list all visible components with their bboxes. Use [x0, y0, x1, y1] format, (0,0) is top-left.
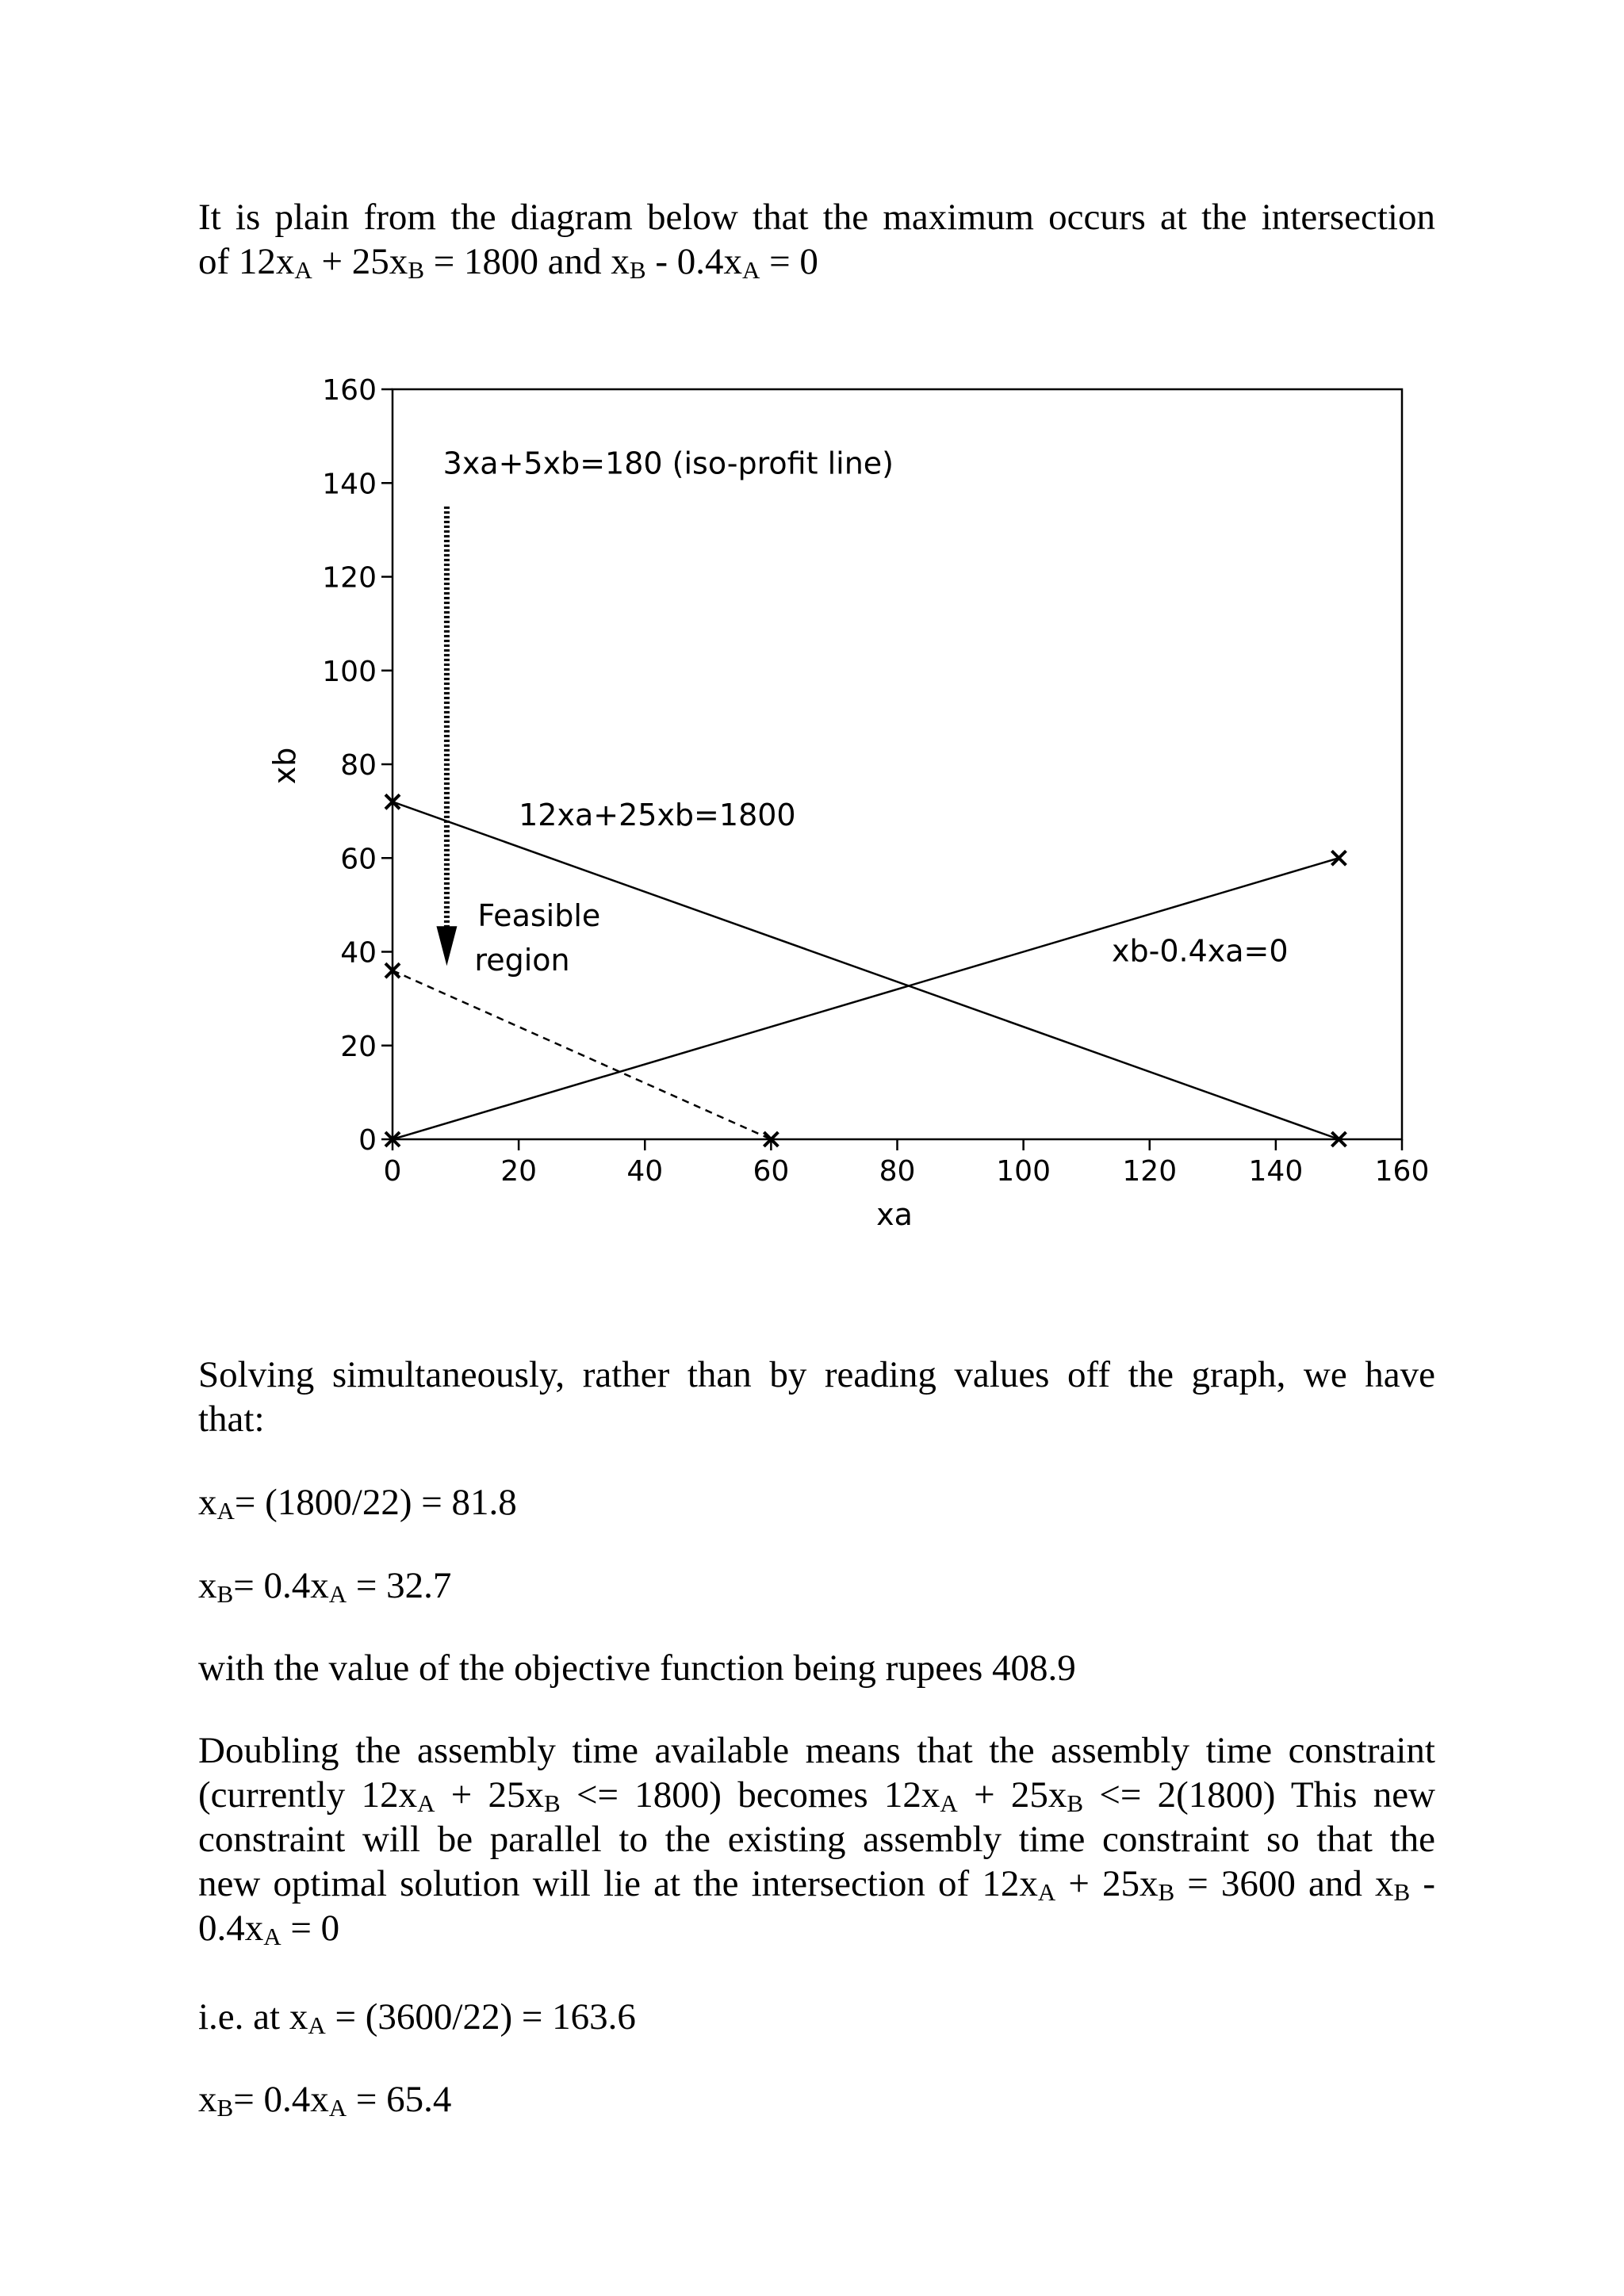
text-run: with the value of the objective function being rupees 408.9 [198, 1647, 1076, 1689]
subscript: A [741, 256, 760, 284]
subscript: A [308, 2011, 326, 2039]
y-tick-label: 140 [322, 468, 377, 501]
series-label: 3xa+5xb=180 (iso-profit line) [442, 446, 894, 481]
intro-line-1 [198, 195, 1435, 239]
subscript: A [417, 1789, 435, 1817]
feasible-region-label: Feasible [477, 897, 601, 933]
text-run: constraint will be parallel to the existing assembly time constraint so that the [198, 1819, 1435, 1860]
arrow-down-icon [436, 926, 457, 966]
xb-result [198, 1563, 1435, 1608]
x-tick-label: 120 [1122, 1155, 1178, 1188]
subscript: B [629, 256, 646, 284]
x-axis-label: xa [876, 1197, 913, 1232]
text-run: It is plain from the diagram below that the maximum occurs at the intersection [198, 197, 1435, 238]
ie-line [198, 1995, 1435, 2039]
subscript: A [216, 1497, 235, 1525]
text-run: = 0 [760, 241, 818, 282]
text-run: = (3600/22) = 163.6 [325, 1996, 636, 2038]
axis-ticks [322, 374, 1429, 1188]
x-tick-label: 140 [1248, 1155, 1304, 1188]
text-run: x [198, 2079, 217, 2120]
y-tick-label: 100 [322, 655, 377, 688]
subscript: B [1067, 1789, 1084, 1817]
subscript: A [328, 2094, 347, 2122]
doubling-line-1 [198, 1728, 1435, 1773]
subscript: A [294, 256, 312, 284]
solving-line-1 [198, 1353, 1435, 1397]
x-tick-label: 0 [383, 1155, 402, 1188]
x-tick-label: 160 [1374, 1155, 1430, 1188]
text-run: <= 1800) becomes 12x [560, 1774, 940, 1816]
text-run: = 1800 and x [424, 241, 630, 282]
subscript: A [328, 1580, 347, 1608]
text-run: = 0.4x [233, 1565, 329, 1606]
subscript: B [1158, 1878, 1175, 1906]
solving-paragraph [198, 1353, 1435, 1441]
subscript: B [216, 2094, 234, 2122]
x-tick-label: 100 [996, 1155, 1051, 1188]
y-tick-label: 80 [340, 749, 377, 782]
text-run: 0.4x [198, 1908, 264, 1949]
text-run: = 3600 and x [1174, 1863, 1394, 1904]
doubling-line-2 [198, 1773, 1435, 1817]
text-run: = 32.7 [347, 1565, 452, 1606]
doubling-line-4 [198, 1862, 1435, 1906]
solving-line-2 [198, 1399, 265, 1440]
y-tick-label: 20 [340, 1030, 377, 1063]
text-run: = 0 [281, 1908, 340, 1949]
objective-statement [198, 1646, 1435, 1690]
subscript: B [1393, 1878, 1411, 1906]
doubling-line-5 [198, 1908, 339, 1949]
series-label: xb-0.4xa=0 [1112, 933, 1289, 969]
subscript: B [408, 256, 424, 284]
x-tick-label: 40 [626, 1155, 664, 1188]
subscript: B [216, 1580, 234, 1608]
x-marker [1331, 851, 1346, 865]
y-tick-label: 0 [358, 1124, 377, 1157]
subscript: A [1037, 1878, 1056, 1906]
doubling-line-3 [198, 1817, 1435, 1862]
text-run: - 0.4x [645, 241, 742, 282]
label-layer [436, 446, 1288, 978]
series-label: 12xa+25xb=1800 [519, 797, 796, 832]
text-run: x [198, 1565, 217, 1606]
text-run: + 25x [312, 241, 408, 282]
intro-line-2 [198, 241, 818, 282]
xb-result-2 [198, 2077, 1435, 2122]
intro-paragraph [198, 195, 1435, 284]
x-tick-label: 80 [879, 1155, 916, 1188]
text-run: = 65.4 [347, 2079, 452, 2120]
y-axis-label: xb [267, 747, 302, 785]
text-run: <= 2(1800) This new [1083, 1774, 1435, 1816]
feasible-region-label: region [474, 943, 570, 978]
subscript: A [940, 1789, 958, 1817]
xa-result [198, 1480, 1435, 1525]
feasible-region-chart [238, 349, 1443, 1261]
subscript: A [263, 1923, 282, 1950]
plot-frame [393, 389, 1402, 1139]
text-run: x [198, 1482, 217, 1523]
doubling-paragraph [198, 1728, 1435, 1950]
y-tick-label: 160 [322, 374, 377, 407]
x-tick-label: 20 [500, 1155, 538, 1188]
y-tick-label: 120 [322, 561, 377, 595]
text-run: Solving simultaneously, rather than by reading values off the graph, we have [198, 1354, 1435, 1395]
text-run: - [1410, 1863, 1436, 1904]
text-run: + 25x [1055, 1863, 1159, 1904]
y-tick-label: 40 [340, 936, 377, 970]
text-run: Doubling the assembly time available means that the assembly time constraint [198, 1730, 1435, 1771]
subscript: B [544, 1789, 561, 1817]
x-tick-label: 60 [753, 1155, 790, 1188]
text-run: new optimal solution will lie at the intersection of 12x [198, 1863, 1038, 1904]
text-run: (currently 12x [198, 1774, 418, 1816]
text-run: + 25x [435, 1774, 545, 1816]
text-run: i.e. at x [198, 1996, 308, 2038]
y-tick-label: 60 [340, 843, 377, 876]
text-run: + 25x [957, 1774, 1067, 1816]
text-run: that: [198, 1399, 265, 1440]
text-run: of 12x [198, 241, 295, 282]
series-line-2 [393, 970, 771, 1139]
text-run: = (1800/22) = 81.8 [234, 1482, 517, 1523]
text-run: = 0.4x [233, 2079, 329, 2120]
